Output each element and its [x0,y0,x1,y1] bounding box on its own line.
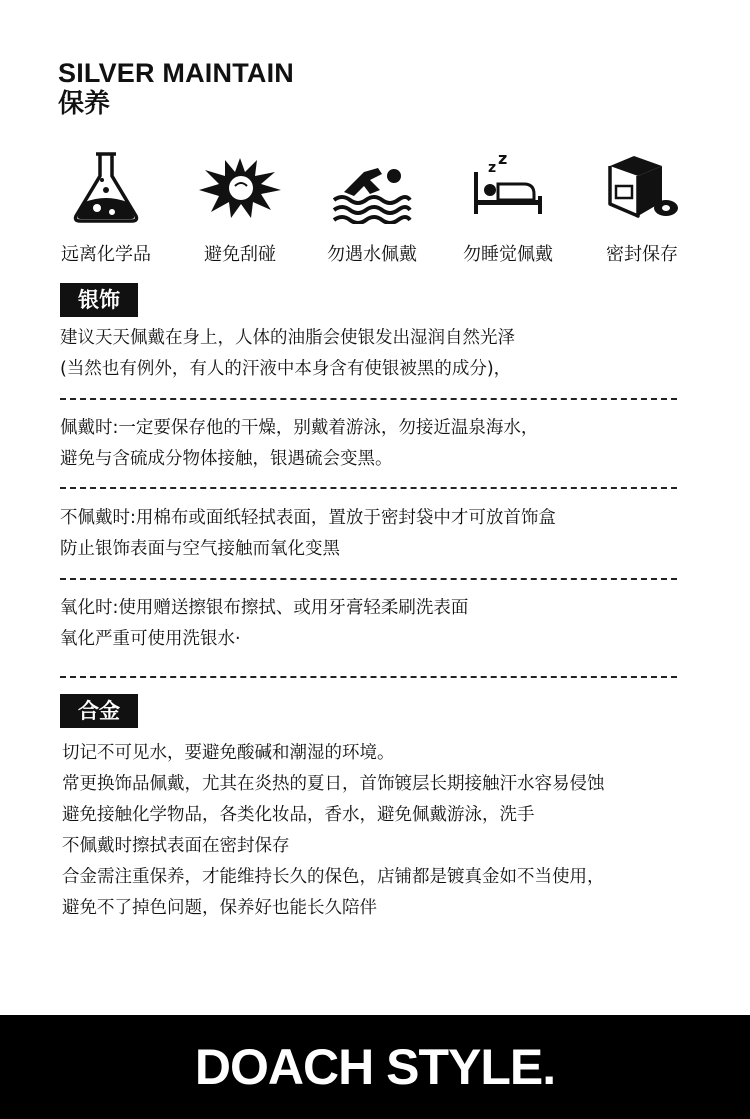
silver-intro [60,323,700,385]
svg-text:z: z [498,150,508,168]
silver-oxidized-line: 氧化时:使用赠送擦银布擦拭、或用牙膏轻柔刷洗表面 [60,598,469,618]
section-tag-silver: 银饰 [60,283,138,317]
silver-oxidized-line: 氧化严重可使用洗银水· [60,629,241,649]
alloy-line: 避免不了掉色问题，保养好也能长久陪伴 [62,898,377,918]
section-tag-alloy: 合金 [60,694,138,728]
silver-not-wearing-line: 不佩戴时:用棉布或面纸轻拭表面，置放于密封袋中才可放首饰盒 [60,508,556,528]
icon-item-chemicals [36,150,176,266]
icon-label-swimming: 勿遇水佩戴 [327,244,417,265]
icon-item-swimming [302,150,442,266]
alloy-text [62,738,702,924]
alloy-line: 常更换饰品佩戴，尤其在炎热的夏日，首饰镀层长期接触汗水容易侵蚀 [62,774,605,794]
silver-oxidized [60,593,700,655]
swimming-icon [330,150,414,224]
silver-intro-line: 建议天天佩戴在身上，人体的油脂会使银发出湿润自然光泽 [60,328,515,348]
svg-text:z: z [488,160,497,176]
divider [60,398,677,400]
page-header [58,58,294,120]
alloy-line: 合金需注重保养，才能维持长久的保色，店铺都是镀真金如不当使用， [62,867,605,887]
divider [60,487,677,489]
brand-footer [0,1015,750,1119]
icon-label-collision: 避免刮碰 [204,244,276,265]
brand-name: DOACH STYLE. [194,1039,556,1095]
icon-item-collision [170,150,310,266]
alloy-line: 避免接触化学物品，各类化妆品，香水，避免佩戴游泳，洗手 [62,805,535,825]
silver-not-wearing [60,503,700,565]
sleeping-bed-icon [466,150,550,224]
collision-icon [195,150,285,224]
icon-label-chemicals: 远离化学品 [61,244,151,265]
silver-wearing-line: 佩戴时:一定要保存他的干燥，别戴着游泳，勿接近温泉海水， [60,418,539,438]
silver-wearing-line: 避免与含硫成分物体接触，银遇硫会变黑。 [60,449,393,469]
silver-intro-line: (当然也有例外，有人的汗液中本身含有使银被黑的成分)， [60,359,512,379]
silver-not-wearing-line: 防止银饰表面与空气接触而氧化变黑 [60,539,340,559]
alloy-line: 不佩戴时擦拭表面在密封保存 [62,836,290,856]
sealed-box-icon [600,150,684,224]
divider [60,578,677,580]
alloy-line: 切记不可见水，要避免酸碱和潮湿的环境。 [62,743,395,763]
silver-wearing [60,413,700,475]
icon-item-sleeping [438,150,578,266]
flask-icon [66,150,146,224]
page-title-chinese: 保养 [58,89,111,119]
divider [60,676,677,678]
page-title-english: SILVER MAINTAIN [58,58,294,88]
icon-label-sealed: 密封保存 [606,244,678,265]
icon-label-sleeping: 勿睡觉佩戴 [463,244,553,265]
icon-item-sealed [572,150,712,266]
